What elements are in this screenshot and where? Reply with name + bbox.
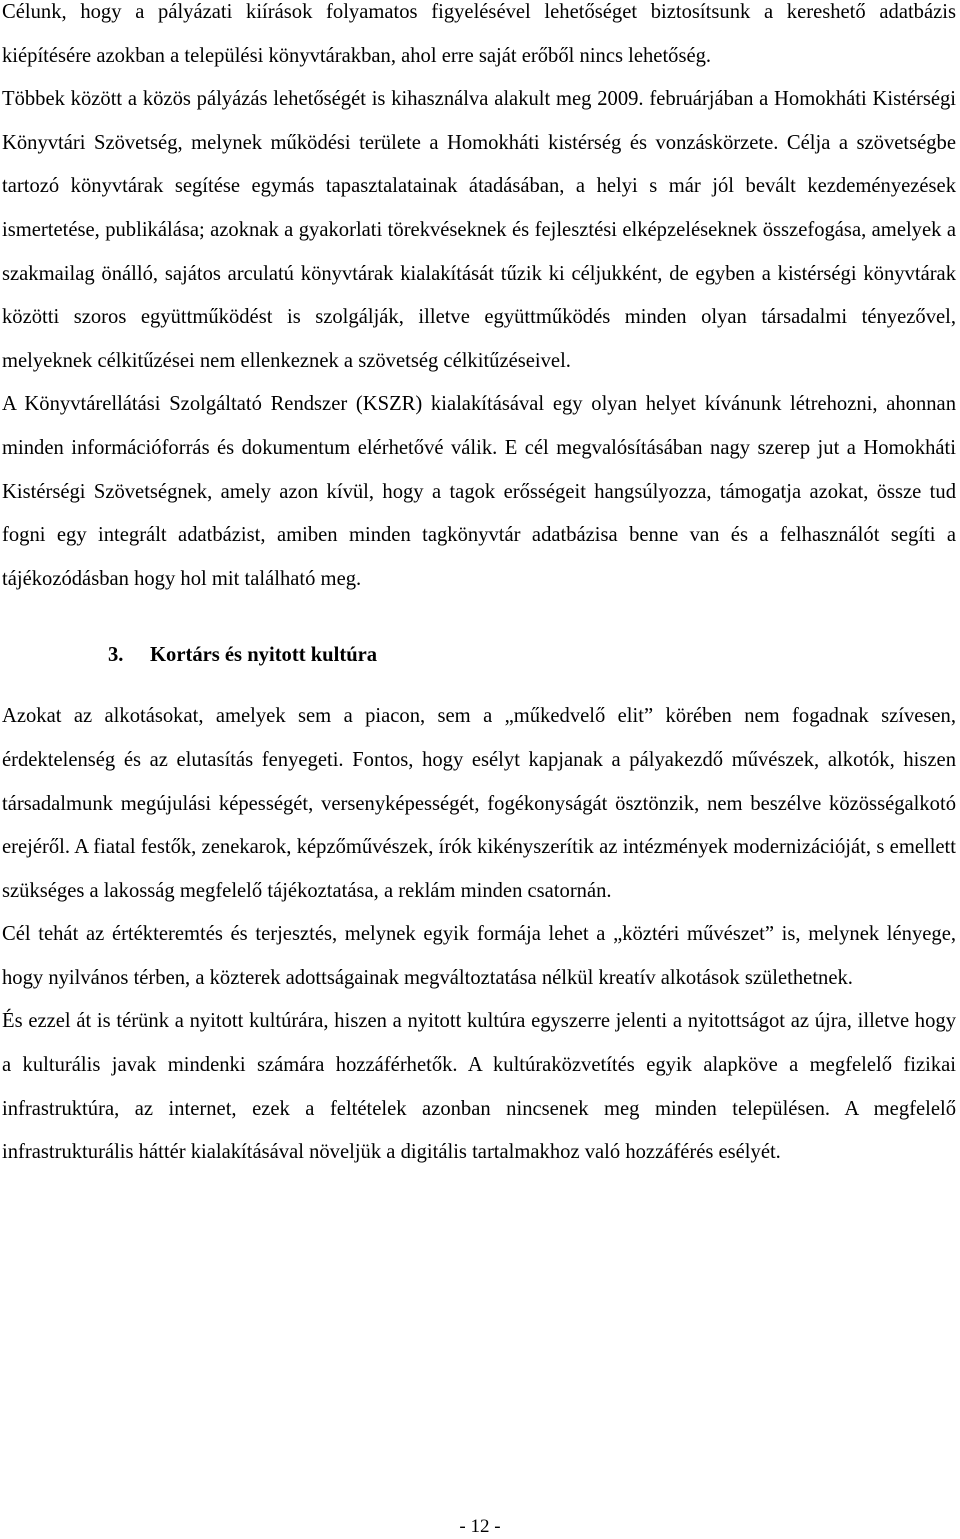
section-heading	[2, 634, 956, 695]
paragraph: A Könyvtárellátási Szolgáltató Rendszer (KSZR) kialakításával egy olyan helyet kívánunk létrehozni, ahonnan minden információforrás és dokumentum elérhetővé válik. E cél megvalósításában nagy szerep jut a Homokháti Kistérségi Szövetségnek, amely azon kívül, hogy a tagok erősségeit hangsúlyozza, támogatja azokat, össze tud fogni egy integrált adatbázist, amiben minden tagkönyvtár adatbázisa benne van és a felhasználót segíti a tájékozódásban hogy hol mit található meg.	[2, 393, 956, 590]
section-number: 3.	[108, 644, 124, 667]
paragraph: Azokat az alkotásokat, amelyek sem a piacon, sem a „műkedvelő elit” körében nem fogadnak szívesen, érdektelenség és az elutasítás fenyegeti. Fontos, hogy esélyt kapjanak a pályakezdő művészek, alkotók, hiszen társadalmunk megújulási képességét, versenyképességét, fogékonyságát ösztönzik, nem beszélve közösségalkotó erejéről. A fiatal festők, zenekarok, képzőművészek, írók kikényszerítik az intézmények modernizációját, s emellett szükséges a lakosság megfelelő tájékoztatása, a reklám minden csatornán.	[2, 705, 956, 902]
paragraph: És ezzel át is térünk a nyitott kultúrára, hiszen a nyitott kultúra egyszerre jelenti a nyitottságot az újra, illetve hogy a kulturális javak mindenki számára hozzáférhetők. A kultúraközvetítés egyik alapköve a megfelelő fizikai infrastruktúra, az internet, ezek a feltételek azonban nincsenek meg minden településen. A megfelelő infrastrukturális háttér kialakításával növeljük a digitális tartalmakhoz való hozzáférés esélyét.	[2, 1010, 956, 1164]
section-title: Kortárs és nyitott kultúra	[150, 644, 378, 667]
paragraph: Cél tehát az értékteremtés és terjesztés, melynek egyik formája lehet a „köztéri művészet” is, melynek lényege, hogy nyilvános térben, a közterek adottságainak megváltoztatása nélkül kreatív alkotások születhetnek.	[2, 923, 956, 989]
page-content	[2, 0, 956, 1175]
page-number: - 12 -	[459, 1516, 501, 1537]
paragraph: Célunk, hogy a pályázati kiírások folyamatos figyelésével lehetőséget biztosítsunk a kereshető adatbázis kiépítésére azokban a települési könyvtárakban, ahol erre saját erőből nincs lehetőség.	[2, 1, 956, 67]
paragraph: Többek között a közös pályázás lehetőségét is kihasználva alakult meg 2009. februárjában a Homokháti Kistérségi Könyvtári Szövetség, melynek működési területe a Homokháti kistérség és vonzáskörzete. Célja a szövetségbe tartozó könyvtárak segítése egymás tapasztalatainak átadásában, a helyi s már jól bevált kezdeményezések ismertetése, publikálása; azoknak a gyakorlati törekvéseknek és fejlesztési elképzeléseknek összefogása, amelyek a szakmailag önálló, sajátos arculatú könyvtárak kialakítását tűzik ki céljukként, de egyben a kistérségi könyvtárak közötti szoros együttműködést is szolgálják, illetve együttműködés minden olyan társadalmi tényezővel, melyeknek célkitűzései nem ellenkeznek a szövetség célkitűzéseivel.	[2, 88, 956, 372]
